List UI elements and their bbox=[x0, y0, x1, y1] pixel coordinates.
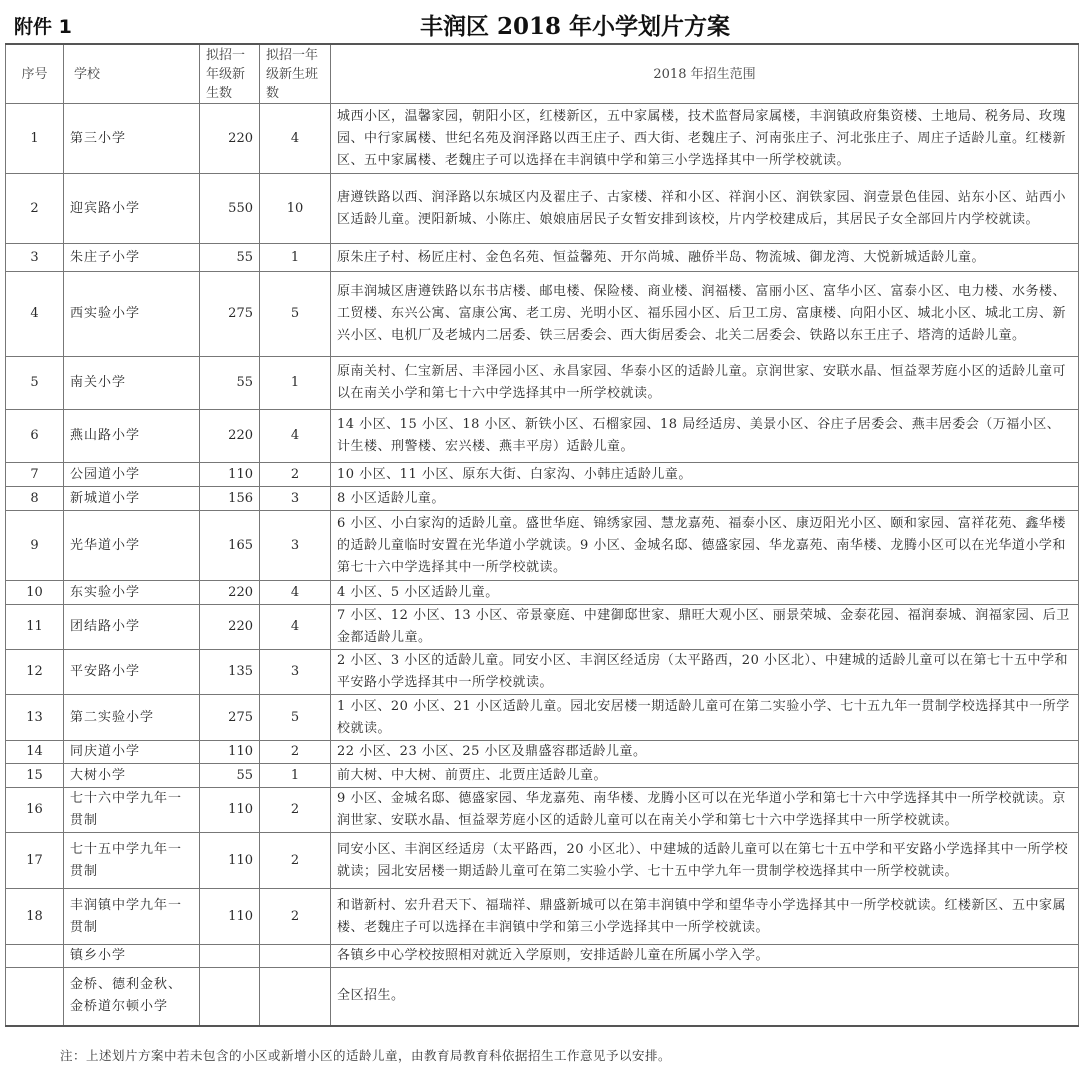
row-school: 同庆道小学 bbox=[64, 741, 200, 764]
row-no: 7 bbox=[6, 463, 64, 487]
table-row bbox=[6, 945, 1079, 968]
row-scope: 全区招生。 bbox=[331, 968, 1079, 1026]
row-no: 9 bbox=[6, 511, 64, 581]
row-students: 275 bbox=[200, 272, 260, 357]
row-classes: 3 bbox=[260, 511, 331, 581]
row-students: 135 bbox=[200, 650, 260, 695]
row-students: 55 bbox=[200, 764, 260, 788]
header-no: 序号 bbox=[6, 44, 64, 104]
row-students: 55 bbox=[200, 357, 260, 410]
row-students: 220 bbox=[200, 410, 260, 463]
row-scope: 唐遵铁路以西、润泽路以东城区内及翟庄子、古家楼、祥和小区、祥润小区、润铁家园、润壹景色佳园、站东小区、站西小区适龄儿童。浭阳新城、小陈庄、娘娘庙居民子女暂安排到该校，片内学校建成后，其居民子女全部回片内学校就读。 bbox=[331, 174, 1079, 244]
table-row bbox=[6, 833, 1079, 889]
table-row bbox=[6, 889, 1079, 945]
row-scope: 9 小区、金城名邸、德盛家园、华龙嘉苑、南华楼、龙腾小区可以在光华道小学和第七十六中学选择其中一所学校就读。京润世家、安联水晶、恒益翠芳庭小区的适龄儿童可以在南关小学和第七十六中学选择其中一所学校就读。 bbox=[331, 788, 1079, 833]
row-classes: 1 bbox=[260, 244, 331, 272]
row-students: 110 bbox=[200, 889, 260, 945]
table-row bbox=[6, 650, 1079, 695]
row-students: 550 bbox=[200, 174, 260, 244]
row-no: 6 bbox=[6, 410, 64, 463]
row-classes: 3 bbox=[260, 487, 331, 511]
row-scope: 原朱庄子村、杨匠庄村、金色名苑、恒益馨苑、开尔尚城、融侨半岛、物流城、御龙湾、大悦新城适龄儿童。 bbox=[331, 244, 1079, 272]
attachment-label: 附件 1 bbox=[14, 16, 72, 38]
row-students: 275 bbox=[200, 695, 260, 741]
row-students: 110 bbox=[200, 788, 260, 833]
row-school: 大树小学 bbox=[64, 764, 200, 788]
row-scope: 前大树、中大树、前贾庄、北贾庄适龄儿童。 bbox=[331, 764, 1079, 788]
row-scope: 8 小区适龄儿童。 bbox=[331, 487, 1079, 511]
row-school: 公园道小学 bbox=[64, 463, 200, 487]
table-row bbox=[6, 581, 1079, 605]
row-school: 燕山路小学 bbox=[64, 410, 200, 463]
row-students: 110 bbox=[200, 741, 260, 764]
row-no bbox=[6, 945, 64, 968]
row-students: 165 bbox=[200, 511, 260, 581]
row-school: 七十六中学九年一贯制 bbox=[64, 788, 200, 833]
header-school: 学校 bbox=[64, 44, 200, 104]
table-row bbox=[6, 511, 1079, 581]
row-no: 15 bbox=[6, 764, 64, 788]
row-classes: 2 bbox=[260, 889, 331, 945]
row-no: 5 bbox=[6, 357, 64, 410]
header-students: 拟招一年级新生数 bbox=[200, 44, 260, 104]
row-classes: 1 bbox=[260, 764, 331, 788]
row-classes: 2 bbox=[260, 833, 331, 889]
row-school: 新城道小学 bbox=[64, 487, 200, 511]
row-classes: 2 bbox=[260, 788, 331, 833]
row-school: 南关小学 bbox=[64, 357, 200, 410]
table-row bbox=[6, 764, 1079, 788]
row-school: 平安路小学 bbox=[64, 650, 200, 695]
row-scope: 和谐新村、宏升君天下、福瑞祥、鼎盛新城可以在第丰润镇中学和望华寺小学选择其中一所学校就读。红楼新区、五中家属楼、老魏庄子可以选择在丰润镇中学和第三小学选择其中一所学校就读。 bbox=[331, 889, 1079, 945]
row-classes: 4 bbox=[260, 605, 331, 650]
row-no: 8 bbox=[6, 487, 64, 511]
row-scope: 各镇乡中心学校按照相对就近入学原则，安排适龄儿童在所属小学入学。 bbox=[331, 945, 1079, 968]
row-no: 11 bbox=[6, 605, 64, 650]
row-scope: 2 小区、3 小区的适龄儿童。同安小区、丰润区经适房（太平路西，20 小区北）、中建城的适龄儿童可以在第七十五中学和平安路小学选择其中一所学校就读。 bbox=[331, 650, 1079, 695]
row-no: 17 bbox=[6, 833, 64, 889]
table-row bbox=[6, 463, 1079, 487]
table-row bbox=[6, 695, 1079, 741]
row-scope: 6 小区、小白家沟的适龄儿童。盛世华庭、锦绣家园、慧龙嘉苑、福泰小区、康迈阳光小区、颐和家园、富祥花苑、鑫华楼的适龄儿童临时安置在光华道小学就读。9 小区、金城名邸、德盛家园、华龙嘉苑、南华楼、龙腾小区可以在光华道小学和第七十六中学选择其中一所学校就读。 bbox=[331, 511, 1079, 581]
table-header-row bbox=[6, 44, 1079, 104]
enrollment-zoning-table bbox=[5, 43, 1079, 1027]
row-school: 迎宾路小学 bbox=[64, 174, 200, 244]
row-scope: 同安小区、丰润区经适房（太平路西，20 小区北）、中建城的适龄儿童可以在第七十五中学和平安路小学选择其中一所学校就读；园北安居楼一期适龄儿童可在第二实验小学、七十五中学九年一贯制学校选择其中一所学校就读。 bbox=[331, 833, 1079, 889]
row-school: 朱庄子小学 bbox=[64, 244, 200, 272]
row-classes: 2 bbox=[260, 463, 331, 487]
row-classes: 3 bbox=[260, 650, 331, 695]
row-school: 镇乡小学 bbox=[64, 945, 200, 968]
row-scope: 4 小区、5 小区适龄儿童。 bbox=[331, 581, 1079, 605]
row-students: 110 bbox=[200, 833, 260, 889]
row-classes: 4 bbox=[260, 410, 331, 463]
row-no: 12 bbox=[6, 650, 64, 695]
row-students: 156 bbox=[200, 487, 260, 511]
row-no: 13 bbox=[6, 695, 64, 741]
table-row bbox=[6, 968, 1079, 1026]
table-row bbox=[6, 410, 1079, 463]
row-students bbox=[200, 968, 260, 1026]
footnote: 注：上述划片方案中若未包含的小区或新增小区的适龄儿童，由教育局教育科依据招生工作意见予以安排。 bbox=[60, 1048, 672, 1063]
row-scope: 7 小区、12 小区、13 小区、帝景豪庭、中建御邸世家、鼎旺大观小区、丽景荣城、金泰花园、福润泰城、润福家园、后卫金都适龄儿童。 bbox=[331, 605, 1079, 650]
row-no: 3 bbox=[6, 244, 64, 272]
row-classes: 5 bbox=[260, 272, 331, 357]
row-school: 西实验小学 bbox=[64, 272, 200, 357]
row-classes: 10 bbox=[260, 174, 331, 244]
table-row bbox=[6, 605, 1079, 650]
row-school: 第三小学 bbox=[64, 104, 200, 174]
row-no: 16 bbox=[6, 788, 64, 833]
row-school: 金桥、德利金秋、金桥道尔顿小学 bbox=[64, 968, 200, 1026]
row-no: 10 bbox=[6, 581, 64, 605]
row-scope: 14 小区、15 小区、18 小区、新铁小区、石榴家园、18 局经适房、美景小区、谷庄子居委会、燕丰居委会（万福小区、计生楼、刑警楼、宏兴楼、燕丰平房）适龄儿童。 bbox=[331, 410, 1079, 463]
row-school: 团结路小学 bbox=[64, 605, 200, 650]
table-row bbox=[6, 174, 1079, 244]
row-school: 七十五中学九年一贯制 bbox=[64, 833, 200, 889]
row-scope: 原南关村、仁宝新居、丰泽园小区、永昌家园、华泰小区的适龄儿童。京润世家、安联水晶、恒益翠芳庭小区的适龄儿童可以在南关小学和第七十六中学选择其中一所学校就读。 bbox=[331, 357, 1079, 410]
row-classes: 1 bbox=[260, 357, 331, 410]
table-row bbox=[6, 244, 1079, 272]
row-no: 2 bbox=[6, 174, 64, 244]
row-students bbox=[200, 945, 260, 968]
row-classes bbox=[260, 945, 331, 968]
row-scope: 原丰润城区唐遵铁路以东书店楼、邮电楼、保险楼、商业楼、润福楼、富丽小区、富华小区、富泰小区、电力楼、水务楼、工贸楼、东兴公寓、富康公寓、老工房、光明小区、福乐园小区、后卫工房、富康楼、向阳小区、城北小区、城北工房、新兴小区、电机厂及老城内二居委、铁三居委会、西大街居委会、北关二居委会、铁路以东王庄子、塔湾的适龄儿童。 bbox=[331, 272, 1079, 357]
row-students: 110 bbox=[200, 463, 260, 487]
row-school: 第二实验小学 bbox=[64, 695, 200, 741]
row-no bbox=[6, 968, 64, 1026]
header-scope: 2018 年招生范围 bbox=[331, 44, 1079, 104]
row-students: 220 bbox=[200, 605, 260, 650]
row-classes: 4 bbox=[260, 104, 331, 174]
row-scope: 1 小区、20 小区、21 小区适龄儿童。园北安居楼一期适龄儿童可在第二实验小学、七十五九年一贯制学校选择其中一所学校就读。 bbox=[331, 695, 1079, 741]
row-scope: 10 小区、11 小区、原东大街、白家沟、小韩庄适龄儿童。 bbox=[331, 463, 1079, 487]
row-no: 4 bbox=[6, 272, 64, 357]
table-row bbox=[6, 741, 1079, 764]
row-scope: 22 小区、23 小区、25 小区及鼎盛容郡适龄儿童。 bbox=[331, 741, 1079, 764]
table-row bbox=[6, 788, 1079, 833]
document-title: 丰润区 2018 年小学划片方案 bbox=[419, 13, 731, 40]
row-students: 220 bbox=[200, 581, 260, 605]
row-classes bbox=[260, 968, 331, 1026]
row-no: 18 bbox=[6, 889, 64, 945]
table-row bbox=[6, 104, 1079, 174]
row-scope: 城西小区，温馨家园，朝阳小区，红楼新区，五中家属楼，技术监督局家属楼，丰润镇政府集资楼、土地局、税务局、玫瑰园、中行家属楼、世纪名苑及润泽路以西王庄子、西大街、老魏庄子、河南张庄子、河北张庄子、周庄子适龄儿童。红楼新区、五中家属楼、老魏庄子可以选择在丰润镇中学和第三小学选择其中一所学校就读。 bbox=[331, 104, 1079, 174]
header-classes: 拟招一年级新生班数 bbox=[260, 44, 331, 104]
row-school: 光华道小学 bbox=[64, 511, 200, 581]
table-row bbox=[6, 487, 1079, 511]
row-classes: 2 bbox=[260, 741, 331, 764]
table-row bbox=[6, 357, 1079, 410]
row-school: 东实验小学 bbox=[64, 581, 200, 605]
row-students: 55 bbox=[200, 244, 260, 272]
row-school: 丰润镇中学九年一贯制 bbox=[64, 889, 200, 945]
table-row bbox=[6, 272, 1079, 357]
row-classes: 5 bbox=[260, 695, 331, 741]
row-no: 14 bbox=[6, 741, 64, 764]
row-classes: 4 bbox=[260, 581, 331, 605]
row-students: 220 bbox=[200, 104, 260, 174]
row-no: 1 bbox=[6, 104, 64, 174]
